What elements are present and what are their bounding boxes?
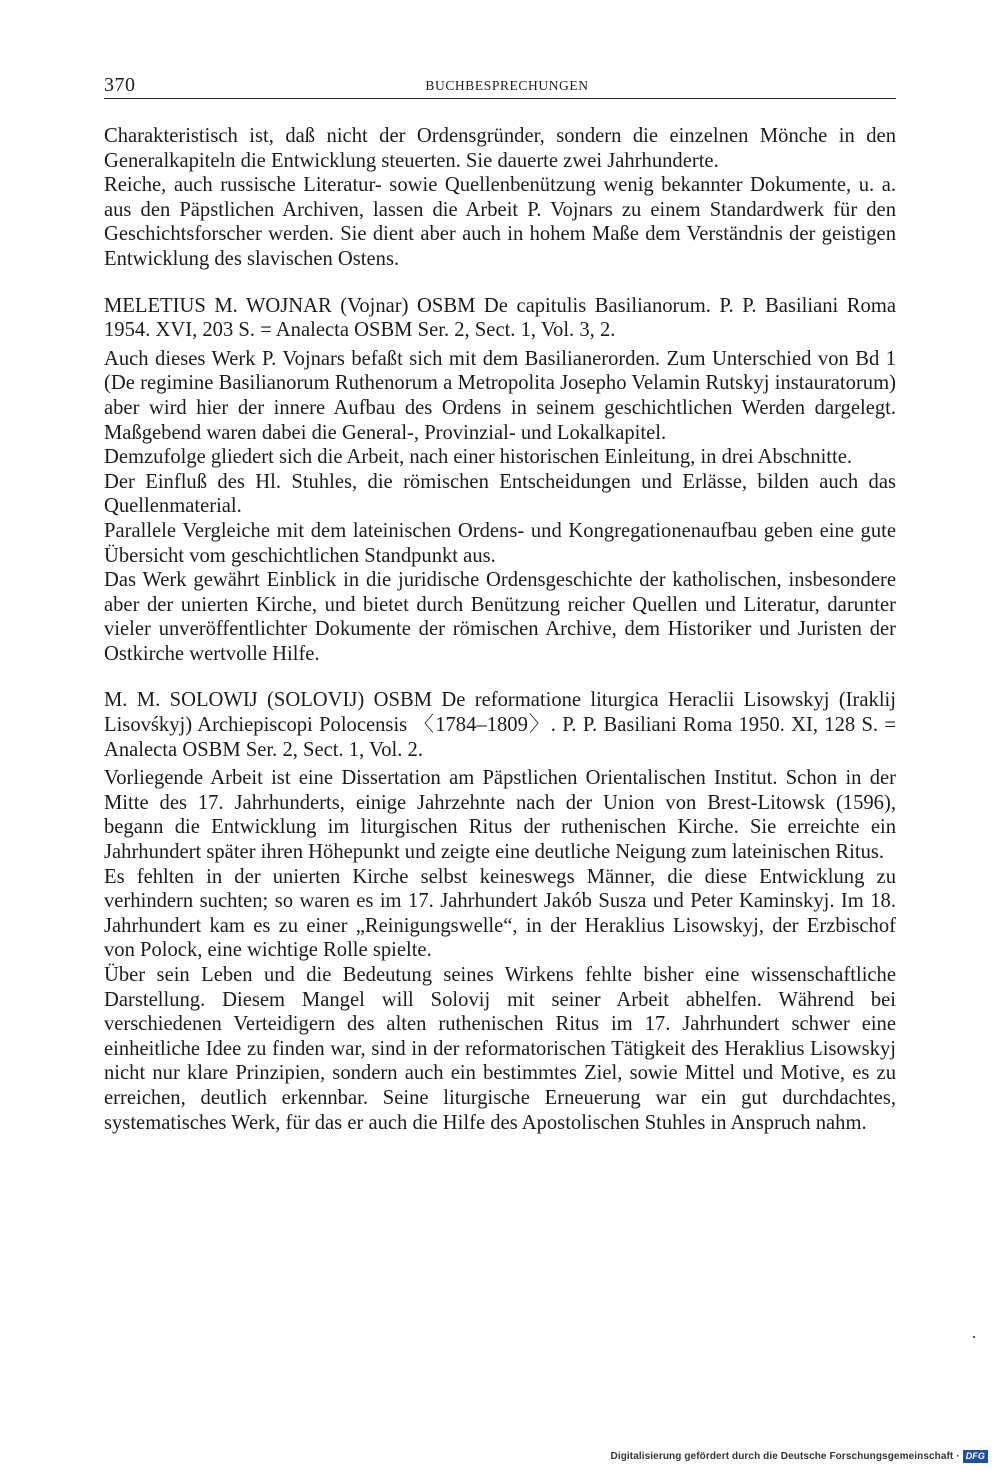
- paragraph: Der Einfluß des Hl. Stuhles, die römischen Entscheidungen und Erlässe, bilden auch das Quellenmaterial.: [104, 470, 896, 518]
- credit-text: Digitalisierung gefördert durch die Deutsche Forschungsgemeinschaft ·: [610, 1451, 960, 1462]
- paragraph: Parallele Vergleiche mit dem lateinischen Ordens- und Kongregationenaufbau geben eine gute Übersicht vom geschichtlichen Standpunkt aus.: [104, 519, 896, 567]
- review-solowij: [104, 688, 896, 1135]
- paragraph: Auch dieses Werk P. Vojnars befaßt sich mit dem Basilianerorden. Zum Unterschied von Bd 1 (De regimine Basilianorum Ruthenorum a Metropolita Josepho Velamin Rutskyj instauratorum) aber wird hier der innere Aufbau des Ordens in seinem geschichtlichen Werden dargelegt. Maßgebend waren dabei die General-, Provinzial- und Lokalkapitel.: [104, 347, 896, 444]
- page-header: [104, 72, 896, 99]
- paragraph: Das Werk gewährt Einblick in die juridische Ordensgeschichte der katholischen, insbesondere aber der unierten Kirche, und bietet durch Benützung reicher Quellen und Literatur, darunter vieler unveröffentlichter Dokumente der römischen Archive, dem Historiker und Juristen der Ostkirche wertvolle Hilfe.: [104, 569, 896, 665]
- paragraph: Demzufolge gliedert sich die Arbeit, nach einer historischen Einleitung, in drei Abschnitte.: [104, 446, 853, 469]
- body-text: [104, 124, 896, 1135]
- digitization-credit: [611, 1450, 989, 1463]
- paragraph: Vorliegende Arbeit ist eine Dissertation am Päpstlichen Orientalischen Institut. Schon in der Mitte des 17. Jahrhunderts, einige Jahrzehnte nach der Union von Brest-Litowsk (1596), begann die Entwicklung im liturgischen Ritus der ruthenischen Kirche. Sie erreichte ein Jahrhundert später ihren Höhepunkt und zeigte eine deutliche Neigung zum lateinischen Ritus.: [104, 767, 896, 864]
- review-wojnar: [104, 294, 896, 667]
- paragraph: Über sein Leben und die Bedeutung seines Wirkens fehlte bisher eine wissenschaftliche Darstellung. Diesem Mangel will Solovij mit seiner Arbeit abhelfen. Während bei verschiedenen Verteidigern des alten ruthenischen Ritus im 17. Jahrhundert schwer eine einheitliche Idee zu finden war, sind in der reformatorischen Tätigkeit des Heraklius Lisowskyj nicht nur klare Prinzipien, sondern auch ein bestimmtes Ziel, sowie Mittel und Motive, es zu erreichen, deutlich erkennbar. Seine liturgische Erneuerung war ein gut durchdachtes, systematisches Werk, für das er auch die Hilfe des Apostolischen Stuhles in Anspruch nahm.: [104, 964, 896, 1134]
- paragraph: Es fehlten in der unierten Kirche selbst keineswegs Männer, die diese Entwicklung zu verhindern suchten; so waren es im 17. Jahrhundert Jakób Susza und Peter Kaminskyj. Im 18. Jahrhundert kam es zu einer „Reinigungswelle“, in der Heraklius Lisowskyj, der Erzbischof von Polock, eine wichtige Rolle spielte.: [104, 865, 896, 962]
- scan-speck: [973, 1336, 975, 1338]
- paragraph: Charakteristisch ist, daß nicht der Ordensgründer, sondern die einzelnen Mönche in den Generalkapiteln die Entwicklung steuerten. Sie dauerte zwei Jahrhunderte.: [104, 125, 896, 172]
- running-head: BUCHBESPRECHUNGEN: [425, 78, 589, 93]
- review-continuation: [104, 124, 896, 272]
- dfg-logo-icon: DFG: [963, 1450, 988, 1463]
- paragraph: Reiche, auch russische Literatur- sowie Quellenbenützung wenig bekannter Dokumente, u. a. aus den Päpstlichen Archiven, lassen die Arbeit P. Vojnars zu einem Standardwerk für den Geschichtsforscher werden. Sie dient aber auch in hohem Maße dem Verständnis der geistigen Entwicklung des slavischen Ostens.: [104, 174, 896, 270]
- page-number: 370: [104, 74, 136, 96]
- review-heading: M. M. SOLOWIJ (SOLOVIJ) OSBM De reformatione liturgica Heraclii Lisowskyj (Iraklij Lisovśkyj) Archiepiscopi Polocensis 〈1784–1809〉. P. P. Basiliani Roma 1950. XI, 128 S. = Analecta OSBM Ser. 2, Sect. 1, Vol. 2.: [104, 689, 896, 761]
- review-heading: MELETIUS M. WOJNAR (Vojnar) OSBM De capitulis Basilianorum. P. P. Basiliani Roma 1954. XVI, 203 S. = Analecta OSBM Ser. 2, Sect. 1, Vol. 3, 2.: [104, 294, 896, 342]
